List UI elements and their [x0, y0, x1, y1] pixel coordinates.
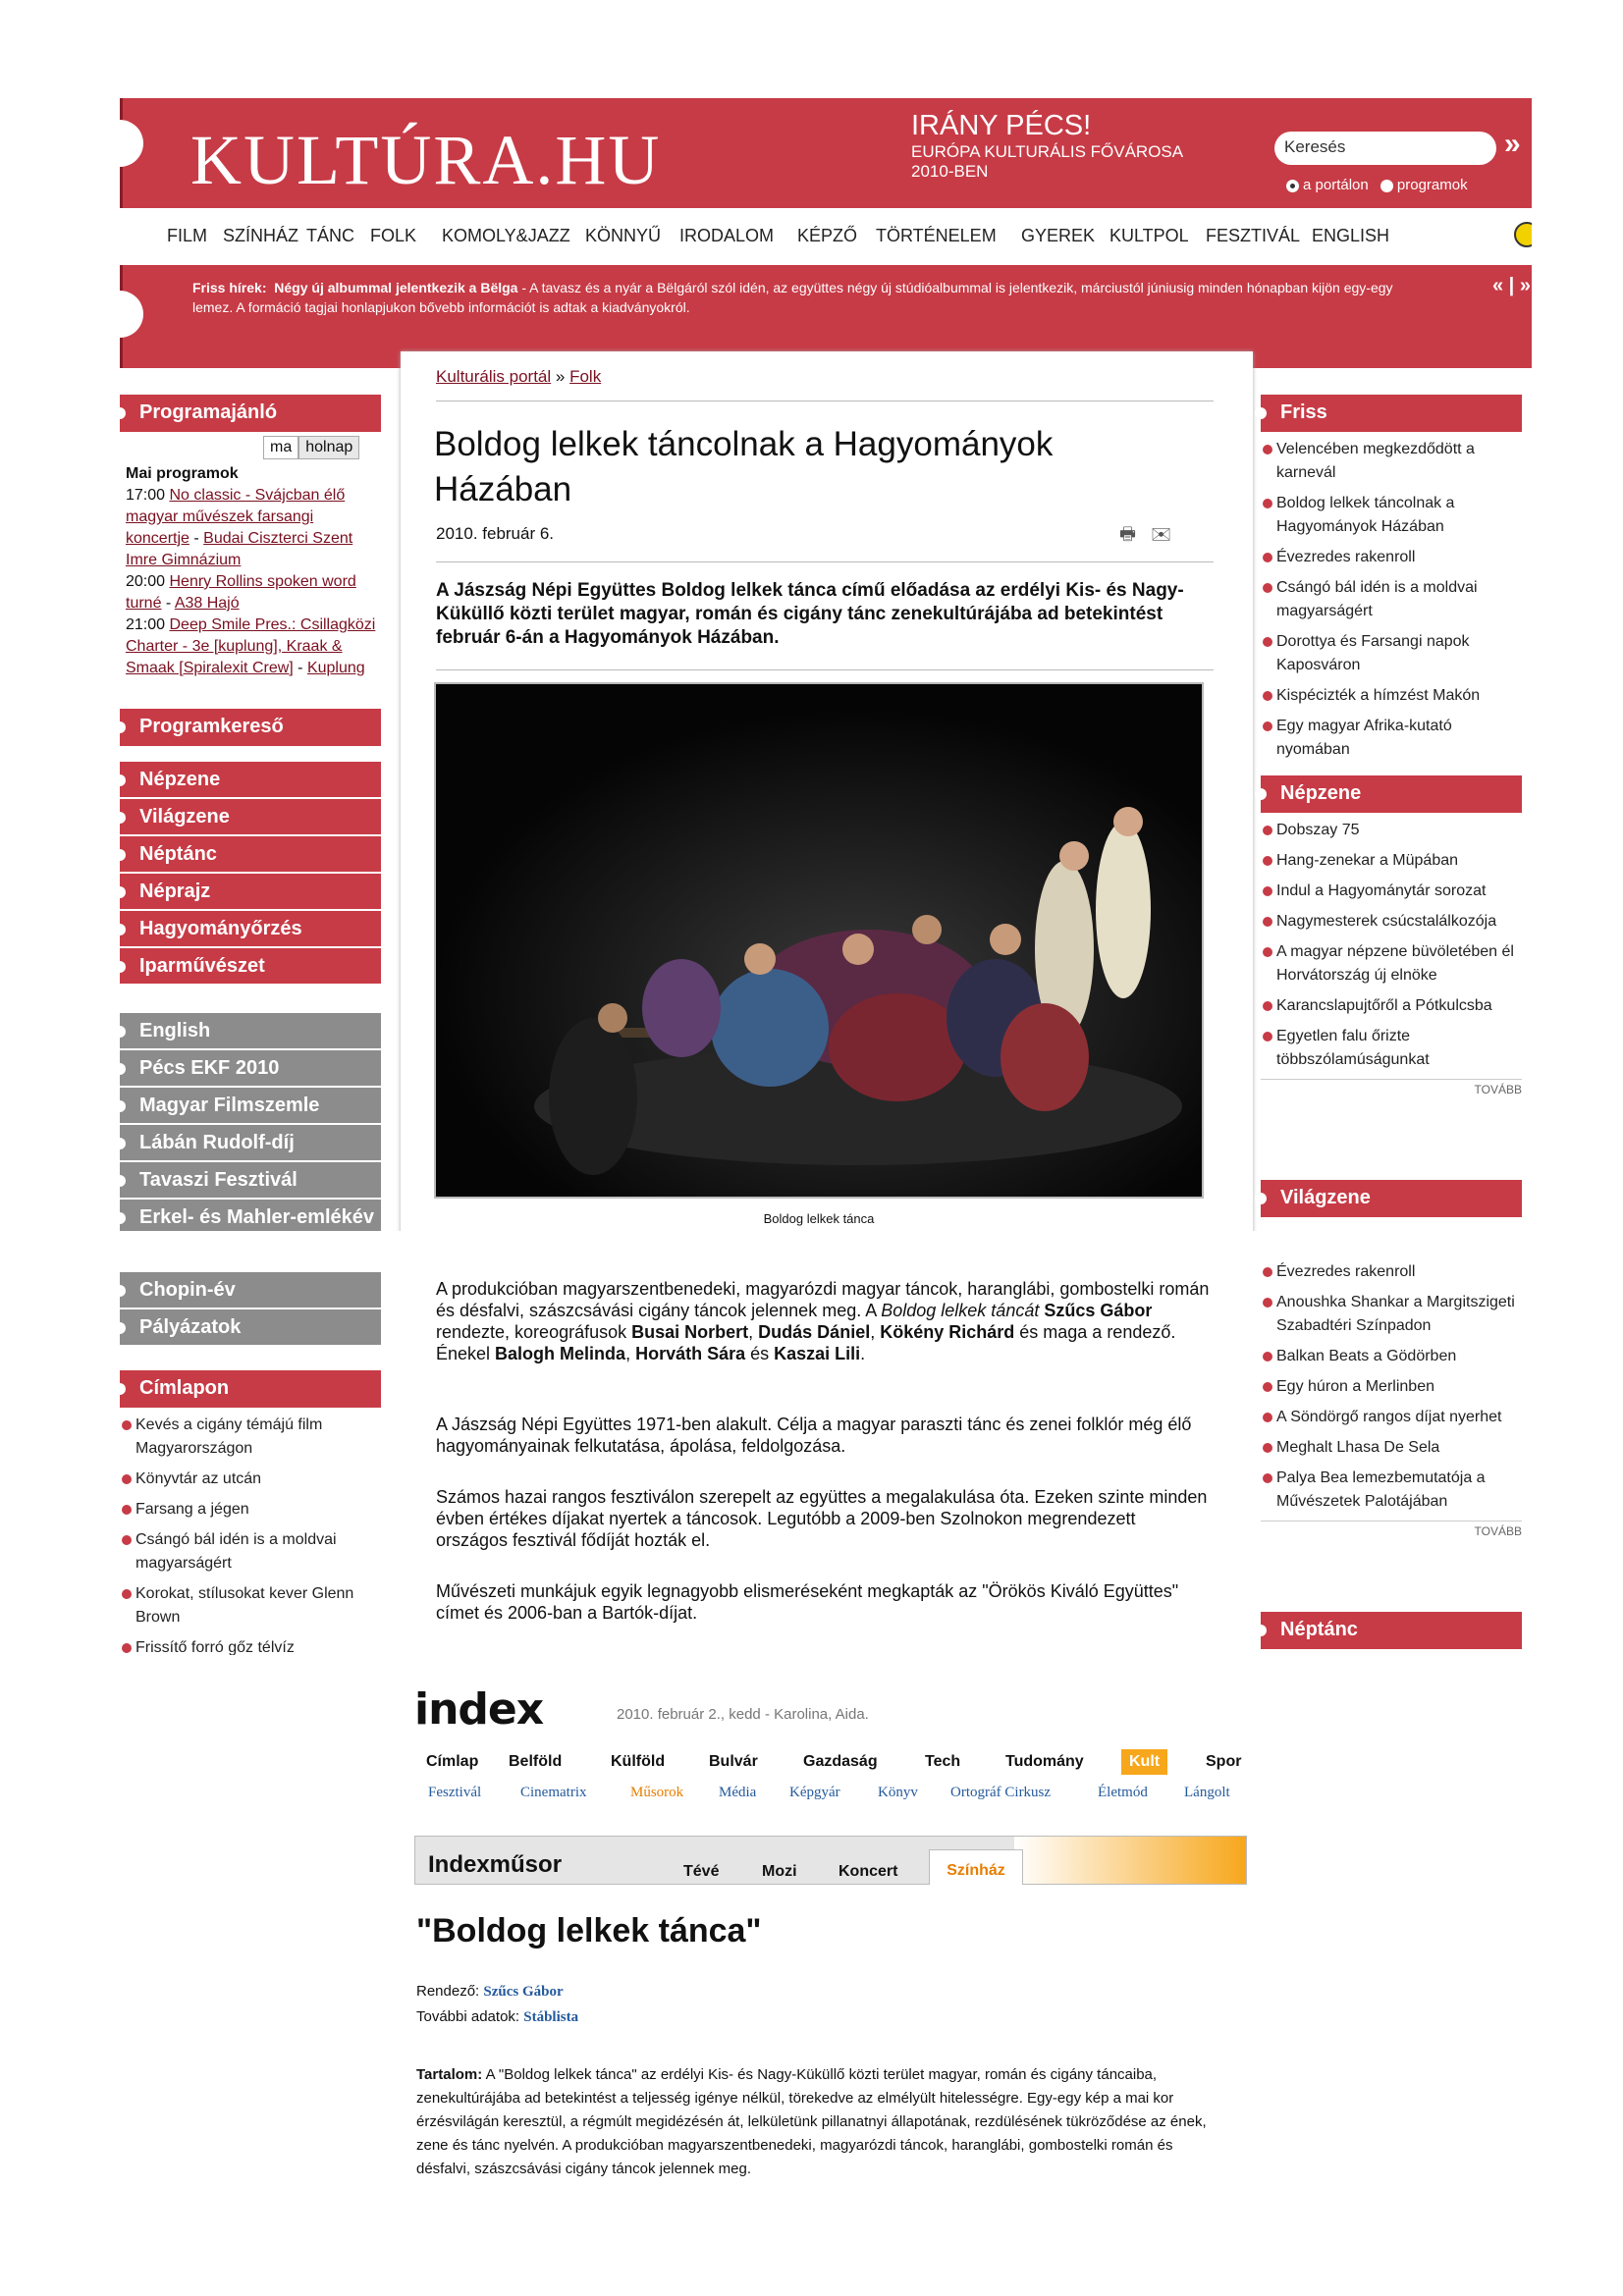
nav-item[interactable]: ENGLISH: [1312, 226, 1390, 245]
article-lead: A Jászság Népi Együttes Boldog lelkek tánca című előadása az erdélyi Kis- és Nagy-Küküllő közti terület magyar, román és cigány tánc zenekultúrájába ad betekintést február 6-án a Hagyományok Házában.: [436, 580, 1184, 648]
tovabbi-label: További adatok:: [416, 2008, 520, 2025]
neptanc-header: [1261, 1612, 1522, 1649]
nav-item[interactable]: KOMOLY&JAZZ: [442, 226, 570, 245]
breadcrumb: Kulturális portál » Folk: [436, 367, 602, 386]
list-item[interactable]: Frissítő forró gőz télvíz: [120, 1636, 381, 1655]
article-paragraph-3: Számos hazai rangos fesztiválon szerepelt az együttes a megalakulása óta. Ezeken szinte minden évben értékes díjakat nyertek a táncosok. Legutóbb a 2009-ben Szolnokon megrendezett országos fesztivál fődíját hozták el.: [436, 1487, 1208, 1550]
list-item[interactable]: Egy húron a Merlinben: [1261, 1375, 1522, 1399]
divider: [436, 400, 1214, 401]
bullet-icon: [114, 721, 126, 733]
programajanlo-header: [120, 395, 381, 432]
index-date: 2010. február 2., kedd - Karolina, Aida.: [617, 1706, 869, 1723]
nav-item[interactable]: TÁNC: [306, 226, 354, 245]
nav-item[interactable]: KÖNNYŰ: [585, 226, 662, 245]
menu-item-neptanc[interactable]: [120, 836, 381, 874]
index-subnav-item[interactable]: Könyv: [878, 1785, 918, 1800]
list-item[interactable]: Balkan Beats a Gödörben: [1261, 1345, 1522, 1368]
program-place-link[interactable]: Kuplung: [306, 660, 365, 676]
dancers-photo: [436, 684, 1204, 1199]
index-subnav-item[interactable]: Média: [719, 1785, 757, 1800]
neptanc-title: Néptánc: [1280, 1619, 1358, 1640]
kultura-page-top: [102, 98, 1532, 1231]
bullet-icon: [114, 1212, 126, 1224]
list-item[interactable]: Boldog lelkek táncolnak a Hagyományok Házában: [1261, 492, 1522, 539]
menu-item-label: Néptánc: [139, 843, 217, 865]
index-nav-item[interactable]: Címlap: [426, 1753, 479, 1770]
ekf-line2: 2010-BEN: [911, 162, 989, 181]
bullet-icon: [114, 1063, 126, 1075]
friss-list: [1261, 432, 1522, 762]
program-item: 21:00 Deep Smile Pres.: Csillagközi Charter - 3e [kuplung], Kraak & Smaak [Spiralexit Crew] - Kuplung: [126, 616, 376, 676]
index-nav-item[interactable]: Tech: [925, 1753, 961, 1770]
list-item[interactable]: A magyar népzene büvöletében él Horvátország új elnöke: [1261, 940, 1522, 988]
index-synopsis: [416, 2063, 1223, 2181]
breaking-news: [192, 278, 1420, 317]
nepzene-list: [1261, 813, 1522, 1072]
menu-item-filmszemle[interactable]: [120, 1088, 381, 1125]
menu-item-label: Néprajz: [139, 881, 211, 902]
breaking-label: Friss hírek:: [192, 280, 267, 295]
list-item[interactable]: Indul a Hagyománytár sorozat: [1261, 880, 1522, 903]
program-item: 20:00 Henry Rollins spoken word turné - A38 Hajó: [126, 573, 356, 612]
radio-programok-label: programok: [1396, 177, 1468, 193]
list-item[interactable]: Korokat, stílusokat kever Glenn Brown: [120, 1582, 381, 1629]
list-item[interactable]: Egy magyar Afrika-kutató nyomában: [1261, 715, 1522, 762]
friss-header: [1261, 395, 1522, 432]
tab-koncert[interactable]: Koncert: [839, 1863, 898, 1880]
nav-item[interactable]: TÖRTÉNELEM: [876, 226, 997, 245]
program-link[interactable]: Henry Rollins spoken word turné: [126, 573, 356, 612]
index-nav-item[interactable]: Spor: [1206, 1753, 1242, 1770]
index-subnav-item-active[interactable]: Műsorok: [630, 1785, 684, 1800]
tab-teve[interactable]: Tévé: [683, 1863, 720, 1880]
index-subnav-item[interactable]: Képgyár: [789, 1785, 840, 1800]
article-paragraph-1: A produkcióban magyarszentbenedeki, magyarózdi magyar táncok, haranglábi, gombostelki román és désfalvi, szászcsávási cigány táncok jelennek meg. A Boldog lelkek táncát Szűcs Gábor rendezte, koreográfusok Busai Norbert, Dudás Dániel, Kökény Richárd és maga a rendező. Énekel Balogh Melinda, Horváth Sára és Kaszai Lili.: [436, 1279, 1210, 1363]
bullet-icon: [114, 1100, 126, 1112]
radio-portal[interactable]: [1286, 180, 1299, 192]
menu-item-iparmuveszet[interactable]: [120, 948, 381, 986]
article-paragraph-2: A Jászság Népi Együttes 1971-ben alakult. Célja a magyar paraszti tánc és zenei folklór még élő hagyományainak felkutatása, ápolása, feldolgozása.: [436, 1415, 1192, 1456]
programajanlo-box: [120, 395, 381, 432]
site-header: [120, 98, 1532, 368]
program-list: [126, 463, 379, 697]
menu-item-erkel[interactable]: [120, 1200, 381, 1231]
friss-box: [1261, 395, 1522, 769]
mai-programok-label: Mai programok: [126, 465, 239, 482]
index-subnav-item[interactable]: Cinematrix: [520, 1785, 587, 1800]
tab-szinhaz[interactable]: Színház: [929, 1849, 1023, 1885]
breadcrumb-folk[interactable]: Folk: [569, 367, 602, 386]
program-link[interactable]: Deep Smile Pres.: Csillagközi Charter - 3e [kuplung], Kraak & Smaak [Spiralexit Crew]: [126, 616, 376, 676]
rendezo-link[interactable]: Szűcs Gábor: [483, 1984, 564, 2000]
bullet-icon: [114, 812, 126, 824]
photo-caption: Boldog lelkek tánca: [763, 1211, 875, 1226]
menu-item-chopin[interactable]: [120, 1272, 381, 1309]
vilagzene-header: [1261, 1180, 1522, 1217]
header-notch: [102, 291, 143, 338]
indexmusor-title: Indexműsor: [428, 1851, 563, 1878]
tovabb-link[interactable]: TOVÁBB: [1261, 1079, 1522, 1096]
nav-item[interactable]: GYEREK: [1021, 226, 1096, 245]
list-item[interactable]: Csángó bál idén is a moldvai magyarságért: [120, 1528, 381, 1575]
ekf-title: IRÁNY PÉCS!: [911, 110, 1092, 141]
bullet-icon: [114, 849, 126, 861]
divider: [436, 669, 1214, 670]
site-logo[interactable]: KULTÚRA.HU: [190, 121, 662, 199]
bullet-icon: [114, 1322, 126, 1334]
index-logo[interactable]: index: [414, 1684, 544, 1735]
breaking-headline[interactable]: Négy új albummal jelentkezik a Bëlga: [274, 280, 518, 295]
tab-ma[interactable]: ma: [263, 436, 298, 459]
breaking-pager[interactable]: « | »: [1492, 275, 1531, 296]
list-item[interactable]: Csángó bál idén is a moldvai magyarságért: [1261, 576, 1522, 623]
list-item[interactable]: Palya Bea lemezbemutatója a Művészetek Palotájában: [1261, 1467, 1522, 1514]
menu-item-label: Népzene: [139, 769, 221, 790]
menu-item-palyazatok[interactable]: [120, 1309, 381, 1347]
print-icon[interactable]: 🖶: [1119, 524, 1136, 544]
tartalom-label: Tartalom:: [416, 2066, 483, 2083]
index-nav-item[interactable]: Külföld: [611, 1753, 666, 1770]
category-menu: [120, 762, 381, 986]
menu-item-hagyomanyorzes[interactable]: [120, 911, 381, 948]
list-item[interactable]: Hang-zenekar a Müpában: [1261, 849, 1522, 873]
programkereso-label: Programkereső: [139, 716, 284, 737]
list-item[interactable]: Kispécizték a hímzést Makón: [1261, 684, 1522, 708]
index-nav-item[interactable]: Bulvár: [709, 1753, 758, 1770]
breadcrumb-home[interactable]: Kulturális portál: [436, 367, 552, 386]
tovabb-link[interactable]: TOVÁBB: [1261, 1521, 1522, 1538]
list-item[interactable]: Évezredes rakenroll: [1261, 1260, 1522, 1284]
main-nav: [120, 208, 1532, 265]
index-nav-item[interactable]: Gazdaság: [803, 1753, 878, 1770]
list-item[interactable]: Egyetlen falu őrizte többszólamúságunkat: [1261, 1025, 1522, 1072]
list-item[interactable]: Könyvtár az utcán: [120, 1468, 381, 1491]
nav-item[interactable]: FESZTIVÁL: [1206, 226, 1301, 245]
radio-portal-label: a portálon: [1303, 177, 1369, 193]
search-scope: [1278, 177, 1468, 193]
article-title: Boldog lelkek táncolnak a Hagyományok Házában: [434, 425, 1054, 508]
cimlapon-list: [120, 1408, 381, 1655]
kultura-page-bottom: [102, 1260, 1532, 1655]
breaking-text: - A tavasz és a nyár a Bëlgáról szól idén, az együttes négy új stúdióalbummal is jelentkezik, márciustól júniusig minden hónapban kijön egy-egy lemez. A formáció tagjai honlapjukon bővebb információt is adtak a kiadványokról.: [192, 280, 1393, 315]
vilagzene-box: [1261, 1180, 1522, 1217]
nepzene-header: [1261, 775, 1522, 813]
index-subnav-item[interactable]: Életmód: [1098, 1785, 1148, 1800]
menu-item-label: Pécs EKF 2010: [139, 1057, 280, 1079]
list-item[interactable]: Velencében megkezdődött a karnevál: [1261, 438, 1522, 485]
menu-item-vilagzene[interactable]: [120, 799, 381, 836]
radio-programok[interactable]: [1380, 180, 1393, 192]
list-item[interactable]: Dobszay 75: [1261, 819, 1522, 842]
special-menu: [120, 1013, 381, 1231]
bullet-icon: [114, 1138, 126, 1149]
bullet-icon: [114, 1175, 126, 1187]
programajanlo-title: Programajánló: [139, 401, 278, 423]
bullet-icon: [1255, 788, 1267, 800]
tab-mozi[interactable]: Mozi: [762, 1863, 797, 1880]
menu-item-pecs[interactable]: [120, 1050, 381, 1088]
nav-item[interactable]: KÉPZŐ: [797, 226, 858, 245]
program-place-link[interactable]: Budai Ciszterci Szent Imre Gimnázium: [126, 530, 353, 568]
search-input[interactable]: Keresés: [1274, 132, 1496, 165]
bullet-icon: [1255, 1193, 1267, 1204]
cimlapon-header: [120, 1370, 381, 1408]
menu-item-nepzene[interactable]: [120, 762, 381, 799]
list-item[interactable]: Farsang a jégen: [120, 1498, 381, 1522]
menu-item-label: Pályázatok: [139, 1316, 242, 1338]
index-subnav: [414, 1785, 1247, 1808]
index-nav-item-active[interactable]: Kult: [1121, 1749, 1167, 1775]
list-item[interactable]: A Söndörgő rangos díjat nyerhet: [1261, 1406, 1522, 1429]
nav-item[interactable]: FOLK: [370, 226, 417, 245]
index-subnav-item[interactable]: Lángolt: [1184, 1785, 1230, 1800]
accessibility-icon[interactable]: [1514, 222, 1532, 247]
bullet-icon: [114, 886, 126, 898]
list-item[interactable]: Nagymesterek csúcstalálkozója: [1261, 910, 1522, 934]
bullet-icon: [114, 1383, 126, 1395]
header-notch: [102, 120, 143, 167]
menu-item-neprajz[interactable]: [120, 874, 381, 911]
article-date: 2010. február 6.: [436, 524, 555, 543]
neptanc-box: [1261, 1612, 1522, 1649]
bullet-icon: [1255, 407, 1267, 419]
cimlapon-title: Címlapon: [139, 1377, 230, 1399]
index-nav-item[interactable]: Tudomány: [1005, 1753, 1084, 1770]
bullet-icon: [114, 924, 126, 935]
nav-item[interactable]: SZÍNHÁZ: [223, 226, 299, 245]
ekf-banner[interactable]: [911, 110, 1183, 182]
index-nav: [414, 1749, 1247, 1775]
article-photo: [434, 682, 1204, 1199]
menu-item-label: Hagyományőrzés: [139, 918, 302, 939]
vilagzene-list-box: [1261, 1260, 1522, 1538]
bar-accent: [1014, 1837, 1246, 1884]
divider: [436, 561, 1214, 562]
search-go-icon[interactable]: »: [1504, 128, 1521, 160]
bullet-icon: [114, 1285, 126, 1297]
bullet-icon: [114, 774, 126, 786]
cimlapon-box: [120, 1370, 381, 1655]
article-tools: [1119, 522, 1171, 552]
stablista-link[interactable]: Stáblista: [523, 2009, 579, 2025]
bullet-icon: [1255, 1625, 1267, 1636]
friss-title: Friss: [1280, 401, 1327, 423]
email-icon[interactable]: ✉: [1151, 524, 1172, 544]
article-paragraph-4: Művészeti munkájuk egyik legnagyobb elismeréseként megkapták az "Örökös Kiváló Együttes" címet és 2006-ban a Bartók-díjat.: [436, 1581, 1179, 1623]
bullet-icon: [114, 961, 126, 973]
menu-item-label: Chopin-év: [139, 1279, 236, 1301]
list-item[interactable]: Kevés a cigány témájú film Magyarországon: [120, 1414, 381, 1461]
nav-item[interactable]: FILM: [167, 226, 208, 245]
ekf-line1: EURÓPA KULTURÁLIS FŐVÁROSA: [911, 142, 1184, 161]
menu-item-label: Iparművészet: [139, 955, 265, 977]
nepzene-title: Népzene: [1280, 782, 1362, 804]
vilagzene-list: [1261, 1260, 1522, 1514]
index-headline: "Boldog lelkek tánca": [416, 1912, 762, 1949]
nav-item[interactable]: KULTPOL: [1109, 226, 1189, 245]
index-meta: [416, 1979, 578, 2030]
menu-item-laban[interactable]: [120, 1125, 381, 1162]
index-subnav-item[interactable]: Fesztivál: [428, 1785, 482, 1800]
index-nav-item[interactable]: Belföld: [509, 1753, 563, 1770]
menu-item-label: Világzene: [139, 806, 230, 828]
special-menu-cont: [120, 1272, 381, 1347]
index-subnav-item[interactable]: Ortográf Cirkusz: [950, 1785, 1052, 1800]
menu-item-label: Lábán Rudolf-díj: [139, 1132, 295, 1153]
menu-item-tavaszi[interactable]: [120, 1162, 381, 1200]
nav-item[interactable]: IRODALOM: [679, 226, 775, 245]
program-place-link[interactable]: A38 Hajó: [174, 595, 240, 612]
tab-holnap[interactable]: holnap: [298, 436, 359, 459]
list-item[interactable]: Évezredes rakenroll: [1261, 546, 1522, 569]
program-link[interactable]: No classic - Svájcban élő magyar művészek farsangi koncertje: [126, 487, 346, 547]
list-item[interactable]: Anoushka Shankar a Margitszigeti Szabadtéri Színpadon: [1261, 1291, 1522, 1338]
list-item[interactable]: Karancslapujtőről a Pótkulcsba: [1261, 994, 1522, 1018]
menu-item-label: English: [139, 1020, 211, 1041]
bullet-icon: [114, 1026, 126, 1038]
nepzene-box: [1261, 775, 1522, 1096]
list-item[interactable]: Dorottya és Farsangi napok Kaposváron: [1261, 630, 1522, 677]
menu-item-label: Erkel- és Mahler-emlékév: [139, 1206, 375, 1228]
tartalom-text: A "Boldog lelkek tánca" az erdélyi Kis- és Nagy-Küküllő közti terület magyar, román és cigány táncaiba, zenekultúrájába ad betekintést a teljesség igénye nélkül, törekedve az elmélyült hitelességre. Egy-egy kép a mai kor érzésvilágán keresztül, a régmúlt megidézésén át, lelkületünk pillanatnyi állapotának, rezdülésének tükröződése az ének, zene és tánc nyelvén. A produkcióban magyarszentbenedeki, magyarózdi táncok, haranglábi, gombostelki román és désfalvi, szászcsávási cigány táncok jelennek meg.: [416, 2066, 1207, 2177]
program-tabs: [263, 436, 359, 459]
menu-item-english[interactable]: [120, 1013, 381, 1050]
programkereso-box: [120, 709, 381, 746]
program-item: 17:00 No classic - Svájcban élő magyar művészek farsangi koncertje - Budai Ciszterci Szent Imre Gimnázium: [126, 487, 353, 568]
rendezo-label: Rendező:: [416, 1983, 480, 2000]
menu-item-label: Tavaszi Fesztivál: [139, 1169, 298, 1191]
vilagzene-title: Világzene: [1280, 1187, 1371, 1208]
programkereso-link[interactable]: [120, 709, 381, 746]
menu-item-label: Magyar Filmszemle: [139, 1095, 320, 1116]
list-item[interactable]: Meghalt Lhasa De Sela: [1261, 1436, 1522, 1460]
bullet-icon: [114, 407, 126, 419]
